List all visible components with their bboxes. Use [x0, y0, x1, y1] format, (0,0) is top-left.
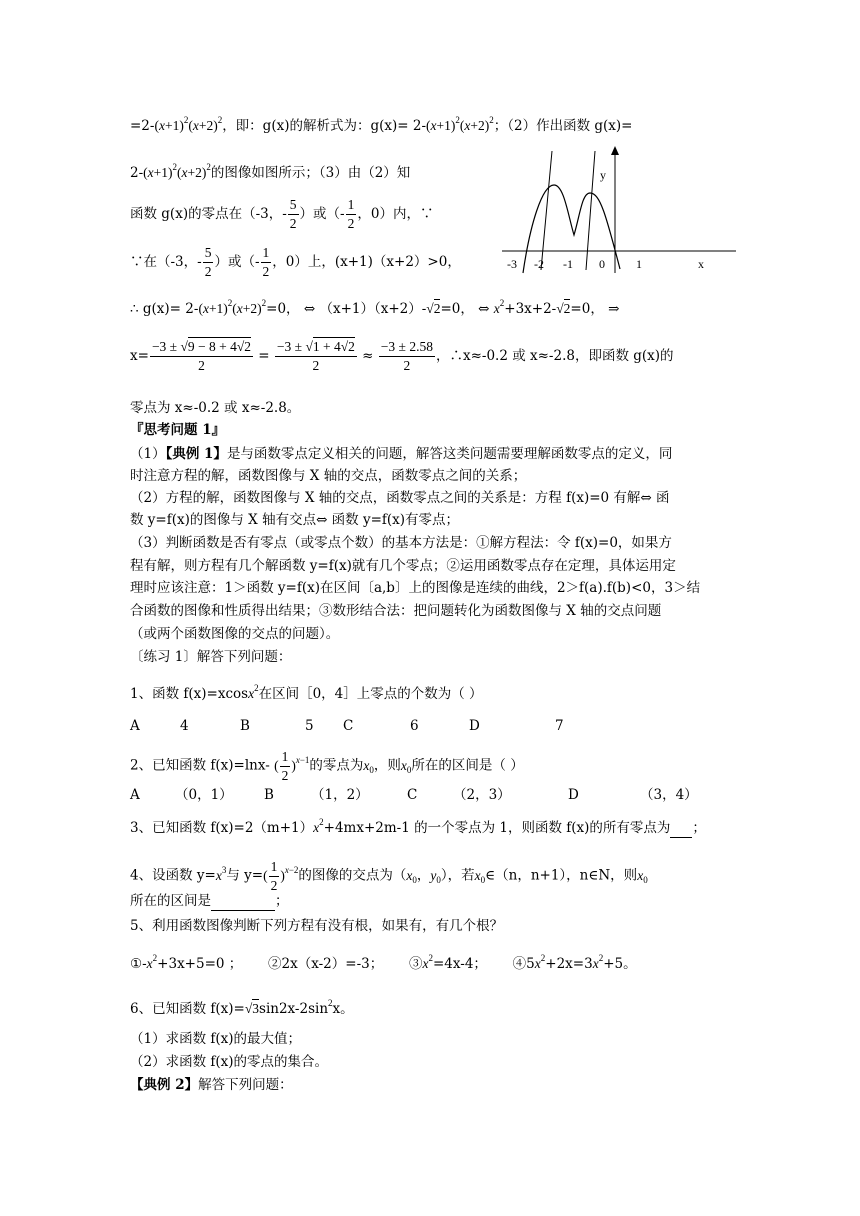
text: =2- — [130, 118, 155, 134]
text: =0， ⇔ （x+1）（x+2）- — [266, 301, 427, 317]
y-label: y — [600, 168, 606, 182]
formula: $x^3$ — [215, 864, 227, 883]
text: ），若 — [440, 867, 475, 884]
text: （1） — [130, 446, 166, 462]
guide-line-2 — [586, 151, 595, 270]
text: ④5 — [512, 956, 535, 972]
solution-line-7 — [130, 399, 300, 417]
question-1-options — [130, 717, 564, 735]
text: 所在的区间是（ ） — [411, 757, 524, 774]
formula: $x^2$ — [313, 817, 324, 835]
option-letter: C — [407, 787, 418, 803]
text: 零点为 x≈-0.2 或 x≈-2.8。 — [130, 400, 301, 416]
question-2 — [130, 748, 524, 785]
option-value: 7 — [555, 718, 564, 734]
formula: $x_0$ — [400, 757, 412, 775]
formula: $x^2$ — [534, 953, 546, 971]
text: ∴ g(x)= 2- — [130, 301, 199, 317]
option-letter: B — [240, 718, 250, 734]
root-formula-3: $\frac{-3 \pm 2.58}{2}$ — [380, 339, 433, 373]
text: ∵在（-3，- — [130, 254, 202, 270]
example-2-heading — [130, 1076, 293, 1094]
text: 在区间［0，4］上零点的个数为（ ） — [258, 686, 483, 702]
text: 是与函数零点定义相关的问题，解答这类问题需要理解函数零点的定义，同 — [226, 446, 673, 462]
text: =4x-4； — [432, 956, 487, 972]
text: ∈（n，n+1），n∈N，则 — [485, 867, 638, 884]
question-5: 5、利用函数图像判断下列方程有没有根，如果有，有几个根？ — [130, 918, 504, 934]
text: ， — [416, 867, 431, 884]
y-axis-arrow — [611, 146, 619, 155]
think-p1-line-2: 时注意方程的解，函数图像与 X 轴的交点，函数零点之间的关系； — [130, 468, 527, 484]
text: ，0）内，∵ — [357, 206, 434, 222]
solution-line-5 — [130, 300, 619, 318]
question-4 — [130, 858, 648, 895]
solution-line-6: x= $\frac{-3 \pm √9 - 8 + 4√2}{2}$ = $\frac{-3 \pm √1 + 4√2}{2}$ ≈ $\frac{-3 \pm 2.58}{2}$ ，∴x≈-0.2 或 x≈-2.8，即函数 g(x)的 — [130, 339, 674, 373]
formula: $x_0$ — [637, 867, 648, 885]
tick-label: 0 — [599, 257, 605, 271]
option-value: （1，2） — [311, 787, 369, 803]
think-p1-line-1 — [130, 445, 672, 463]
think-p3-line-5: （或两个函数图像的交点的问题）。 — [130, 626, 340, 642]
formula: $(x+1)^2(x+2)^2$ — [154, 115, 223, 133]
formula: ( $\frac{1}{2}$ )$^{x-2}$ — [263, 859, 299, 893]
fraction-1-2: $\frac{1}{2}$ — [262, 245, 270, 279]
text: x= — [130, 348, 149, 364]
text: ①- — [130, 956, 147, 972]
think-p2-line-2: 数 y=f(x)的图像与 X 轴有交点⇔ 函数 y=f(x)有零点； — [130, 512, 460, 528]
question-2-options — [130, 786, 698, 804]
formula: $x_0$ — [474, 867, 486, 885]
guide-line-1 — [541, 151, 552, 270]
text: +3x+2- — [504, 301, 557, 317]
text: +4mx+2m-1 的一个零点为 1，则函数 f(x)的所有零点为 — [323, 820, 671, 836]
solution-line-3 — [130, 196, 433, 233]
fraction-1-2: $\frac{1}{2}$ — [347, 197, 355, 231]
think-p2-line-1: （2）方程的解，函数图像与 X 轴的交点，函数零点之间的关系是：方程 f(x)=0 有解⇔ 函 — [130, 490, 670, 506]
option-value: 5 — [305, 718, 314, 734]
formula: $(x+1)^2(x+2)^2$ — [198, 298, 267, 316]
solution-line-4 — [130, 244, 461, 281]
text: x。 — [332, 1001, 354, 1017]
text: 6、已知函数 f(x)= — [130, 1001, 245, 1017]
think-p3-line-4: 合函数的图像和性质得出结果；③数形结合法：把问题转化为函数图像与 X 轴的交点问题 — [130, 603, 662, 619]
text: +5。 — [603, 956, 637, 972]
option-value: （3，4） — [640, 787, 698, 803]
option-value: 6 — [410, 718, 419, 734]
text: 3、已知函数 f(x)=2（m+1） — [130, 820, 314, 836]
text: 的图像的交点为（ — [298, 867, 407, 884]
text: ③ — [408, 956, 423, 972]
text: 解答下列问题： — [198, 1077, 293, 1093]
solution-line-1 — [130, 117, 632, 135]
question-6: 6、已知函数 $f(x)=√3\sin 2x-2\sin^2x$。 — [130, 998, 354, 1017]
option-value: （0，1） — [175, 787, 233, 803]
think-p3-line-3: 理时应该注意：1＞函数 y=f(x)在区间〔a,b〕上的图像是连续的曲线，2＞f(a).f(b)<0，3＞结 — [130, 580, 701, 596]
solution-line-2 — [130, 164, 410, 182]
root-formula-2: $\frac{-3 \pm √1 + 4√2}{2}$ — [276, 339, 355, 373]
example-tag: 【典例 2】 — [130, 1077, 199, 1093]
answer-blank — [670, 819, 692, 838]
fraction-5-2: $\frac{5}{2}$ — [204, 245, 212, 279]
text: =0， ⇒ — [570, 301, 620, 317]
text: 2、已知函数 f(x)=lnx- — [130, 757, 275, 774]
formula: $x^2$ — [248, 683, 259, 701]
formula: $x^2$ — [493, 298, 505, 316]
formula: $x^2$ — [146, 953, 158, 971]
text: ；（2）作出函数 g(x)= — [493, 118, 633, 134]
formula: $x^2$ — [422, 953, 433, 971]
text: ，则 — [373, 757, 401, 774]
text: 与 y= — [226, 867, 264, 884]
tick-label: -1 — [563, 257, 573, 271]
option-letter: D — [469, 718, 480, 734]
option-letter: C — [343, 718, 354, 734]
example-tag: 【典例 1】 — [165, 446, 227, 462]
text: ； — [692, 820, 706, 836]
question-4-line-2 — [130, 892, 289, 911]
tick-label: 1 — [636, 257, 642, 271]
question-1 — [130, 685, 483, 703]
formula: $(x+1)^2(x+2)^2$ — [426, 115, 494, 133]
answer-blank — [211, 892, 275, 911]
text: 所在的区间是 — [130, 893, 211, 909]
text: sin2x-2sin — [259, 1001, 329, 1017]
function-graph — [496, 145, 746, 275]
root-formula-1: $\frac{-3 \pm √9 - 8 + 4√2}{2}$ — [151, 339, 252, 373]
text: 2- — [130, 165, 144, 181]
formula: $x_0$ — [363, 757, 374, 775]
formula: $x^2$ — [592, 953, 604, 971]
formula: $x_0$ — [406, 867, 417, 885]
question-6-part-1: （1）求函数 f(x)的最大值； — [130, 1031, 302, 1047]
text: 函数 g(x)的零点在（-3，- — [130, 206, 287, 222]
sqrt-2: √2 — [426, 301, 441, 316]
think-heading: 『思考问题 1』 — [130, 422, 226, 438]
text: ，即：g(x)的解析式为：g(x)= 2- — [222, 118, 427, 134]
x-label: x — [698, 257, 704, 271]
think-p3-line-2: 程有解，则方程有几个解函数 y=f(x)就有几个零点；②运用函数零点存在定理，具体运用定 — [130, 558, 676, 574]
fraction-5-2: $\frac{5}{2}$ — [289, 197, 297, 231]
text: ）或（- — [214, 254, 260, 270]
formula: $y_0$ — [430, 867, 441, 885]
text: 1、函数 f(x)=xcos — [130, 686, 249, 702]
question-5-equations — [130, 955, 637, 973]
tick-label: -2 — [534, 257, 544, 271]
text: ②2x（x-2）=-3； — [268, 956, 384, 972]
text: 的图像如图所示；（3）由（2）知 — [210, 165, 411, 181]
think-p3-line-1: （3）判断函数是否有零点（或零点个数）的基本方法是：①解方程法：令 f(x)=0，如果方 — [130, 535, 672, 551]
text: 的零点为 — [309, 757, 364, 774]
question-6-part-2: （2）求函数 f(x)的零点的集合。 — [130, 1054, 329, 1070]
text: +2x=3 — [545, 956, 593, 972]
tick-label: -3 — [507, 257, 517, 271]
option-letter: B — [264, 787, 274, 803]
text: ； — [275, 893, 289, 909]
question-3 — [130, 819, 706, 838]
option-value: 4 — [180, 718, 189, 734]
text: +3x+5=0 ； — [157, 956, 243, 972]
formula: ( $\frac{1}{2}$ )$^{x-1}$ — [274, 749, 310, 783]
text: =0， ⇔ — [440, 301, 494, 317]
text: ，∴x≈-0.2 或 x≈-2.8，即函数 g(x)的 — [435, 348, 674, 364]
text: 4、设函数 y= — [130, 867, 216, 884]
option-letter: A — [130, 718, 140, 734]
sqrt-3: √3 — [244, 1001, 260, 1016]
option-letter: A — [130, 787, 140, 803]
option-letter: D — [568, 787, 579, 803]
formula: $(x+1)^2(x+2)^2$ — [143, 162, 211, 180]
option-value: （2，3） — [453, 787, 511, 803]
text: ，0）上，(x+1)（x+2）>0， — [272, 254, 461, 270]
practice-heading: 〔练习 1〕解答下列问题： — [130, 649, 292, 665]
sqrt-2: √2 — [556, 301, 571, 316]
text: ）或（- — [299, 206, 345, 222]
